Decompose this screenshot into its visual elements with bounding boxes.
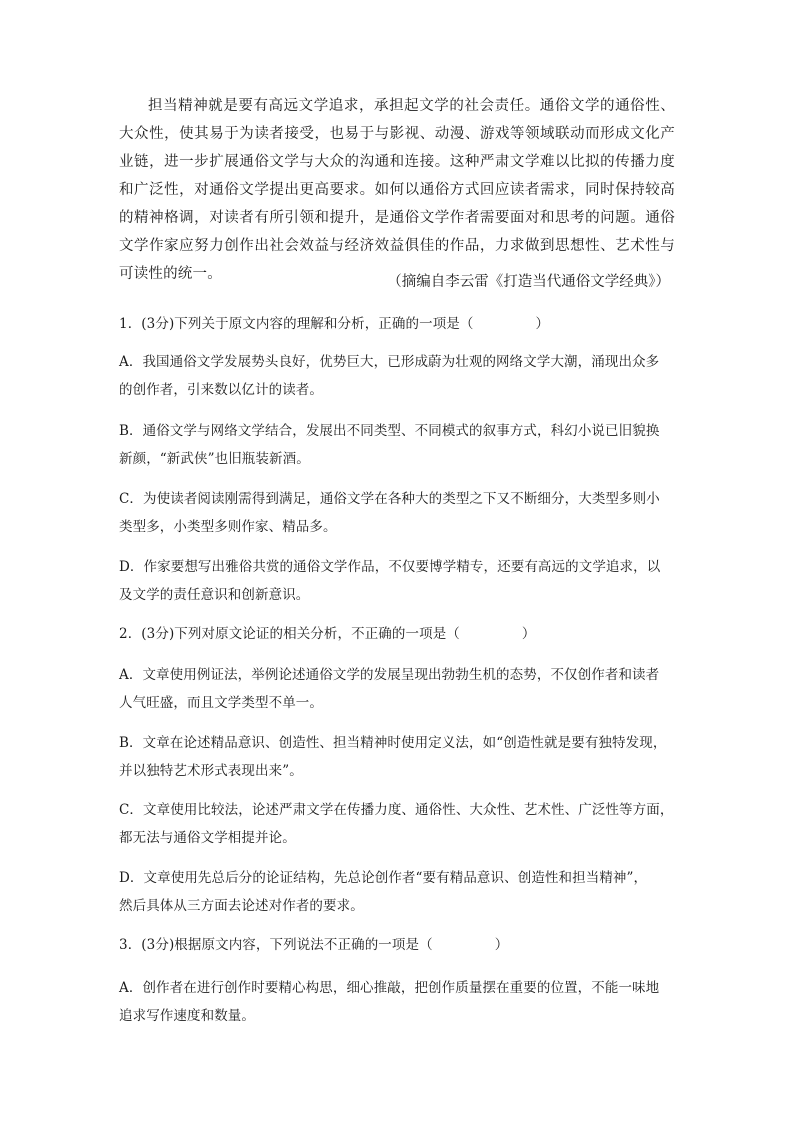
question-1-stem	[119, 310, 675, 338]
question-1-option-b	[119, 417, 675, 473]
option-line: B．文章在论述精品意识、创造性、担当精神时使用定义法，如“创造性就是要有独特发现，	[119, 735, 667, 751]
option-line: 追求写作速度和数量。	[119, 1008, 255, 1024]
question-3-option-a	[119, 974, 675, 1030]
option-line: C．文章使用比较法，论述严肃文学在传播力度、通俗性、大众性、艺术性、广泛性等方面，	[119, 802, 674, 818]
option-line: 新颜，“新武侠”也旧瓶装新酒。	[119, 451, 310, 467]
option-line: 并以独特艺术形式表现出来”。	[119, 763, 303, 779]
question-stem-text: 1．(3分)下列关于原文内容的理解和分析，正确的一项是（	[119, 316, 474, 332]
option-line: 的创作者，引来数以亿计的读者。	[119, 382, 323, 398]
option-line: 及文学的责任意识和创新意识。	[119, 587, 310, 603]
stem-close-paren: ）	[535, 316, 550, 332]
question-stem-text: 3．(3分)根据原文内容，下列说法不正确的一项是（	[119, 937, 433, 953]
passage-source: （摘编自李云雷《打造当代通俗文学经典》）	[387, 274, 670, 290]
question-1-option-a	[119, 348, 675, 404]
question-1-option-c	[119, 485, 675, 541]
option-line: D．作家要想写出雅俗共赏的通俗文学作品，不仅要博学精专，还要有高远的文学追求，以	[119, 559, 661, 575]
question-2-option-c	[119, 796, 675, 852]
passage-text: 担当精神就是要有高远文学追求，承担起文学的社会责任。通俗文学的通俗性、大众性，使其易于为读者接受，也易于与影视、动漫、游戏等领域联动而形成文化产业链，进一步扩展通俗文学与大众的沟通和连接。这种严肃文学难以比拟的传播力度和广泛性，对通俗文学提出更高要求。如何以通俗方式回应读者需求，同时保持较高的精神格调，对读者有所引领和提升，是通俗文学作者需要面对和思考的问题。通俗文学作家应努力创作出社会效益与经济效益俱佳的作品，力求做到思想性、艺术性与可读性的统一。	[119, 98, 675, 282]
option-line: A．创作者在进行创作时要精心构思，细心推敲，把创作质量摆在重要的位置，不能一味地	[119, 980, 660, 996]
option-line: 类型多，小类型多则作家、精品多。	[119, 519, 337, 535]
option-line: 人气旺盛，而且文学类型不单一。	[119, 695, 323, 711]
question-2-option-d	[119, 864, 675, 920]
question-2-stem	[119, 620, 675, 648]
question-2-option-b	[119, 729, 675, 785]
question-2-option-a	[119, 661, 675, 717]
passage-paragraph	[119, 92, 675, 288]
question-1-option-d	[119, 553, 675, 609]
option-line: D．文章使用先总后分的论证结构，先总论创作者“要有精品意识、创造性和担当精神”，	[119, 870, 648, 886]
question-stem-text: 2．(3分)下列对原文论证的相关分析，不正确的一项是（	[119, 626, 460, 642]
option-line: 然后具体从三方面去论述对作者的要求。	[119, 898, 364, 914]
option-line: A．我国通俗文学发展势头良好，优势巨大，已形成蔚为壮观的网络文学大潮，涌现出众多	[119, 354, 660, 370]
stem-close-paren: ）	[494, 937, 509, 953]
question-3-stem	[119, 931, 675, 959]
option-line: A．文章使用例证法，举例论述通俗文学的发展呈现出勃勃生机的态势，不仅创作者和读者	[119, 667, 660, 683]
option-line: 都无法与通俗文学相提并论。	[119, 830, 296, 846]
option-line: C．为使读者阅读刚需得到满足，通俗文学在各种大的类型之下又不断细分，大类型多则小	[119, 491, 660, 507]
option-line: B．通俗文学与网络文学结合，发展出不同类型、不同模式的叙事方式，科幻小说已旧貌换	[119, 423, 660, 439]
stem-close-paren: ）	[521, 626, 536, 642]
